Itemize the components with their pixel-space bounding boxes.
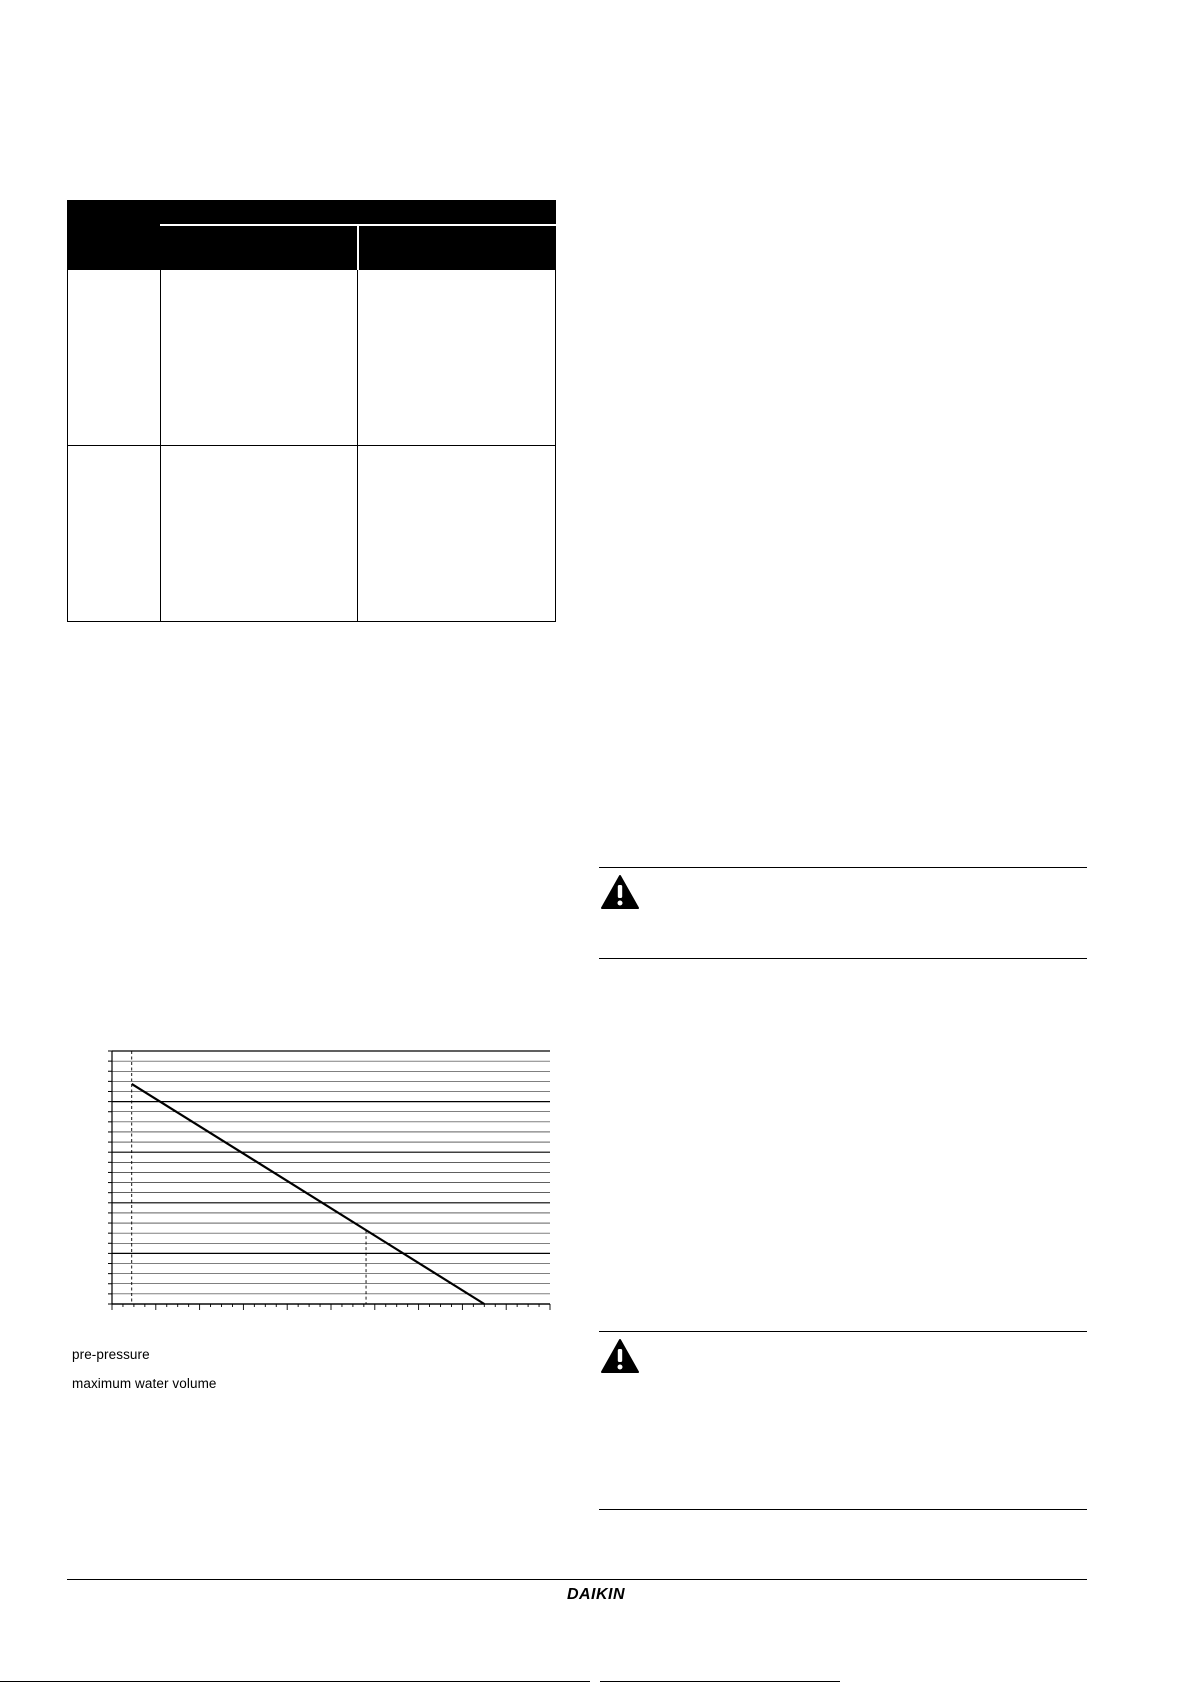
table-cell xyxy=(358,446,556,622)
page-edge-rule xyxy=(600,1681,840,1682)
table-header-group xyxy=(161,201,556,225)
table-cell xyxy=(68,446,161,622)
legend-item-maximum-water-volume: maximum water volume xyxy=(72,1376,217,1391)
warning-triangle-icon xyxy=(600,874,640,910)
warning-box-1-top-rule xyxy=(599,867,1087,868)
warning-box-2-bottom-rule xyxy=(599,1509,1087,1510)
table-header-corner xyxy=(68,201,161,270)
table-row xyxy=(68,446,556,622)
table-subheader-2 xyxy=(358,225,556,270)
spec-table xyxy=(67,200,556,622)
chart-reference-lines xyxy=(132,1051,366,1304)
table-cell xyxy=(68,270,161,446)
legend-item-pre-pressure: pre-pressure xyxy=(72,1347,150,1362)
table-row xyxy=(68,270,556,446)
table-subheader-1 xyxy=(161,225,358,270)
table-cell xyxy=(161,270,358,446)
pressure-volume-chart xyxy=(100,1045,560,1315)
table-cell xyxy=(358,270,556,446)
chart-axes xyxy=(108,1051,550,1310)
warning-box-2-top-rule xyxy=(599,1331,1087,1332)
series-line xyxy=(132,1084,485,1304)
page-edge-rule xyxy=(0,1681,590,1682)
chart-series xyxy=(132,1084,485,1304)
warning-triangle-icon xyxy=(600,1338,640,1374)
warning-box-1-bottom-rule xyxy=(599,958,1087,959)
footer-rule xyxy=(67,1579,1087,1580)
table-cell xyxy=(161,446,358,622)
chart-grid xyxy=(112,1051,550,1304)
daikin-logo: DAIKIN xyxy=(566,1586,626,1603)
